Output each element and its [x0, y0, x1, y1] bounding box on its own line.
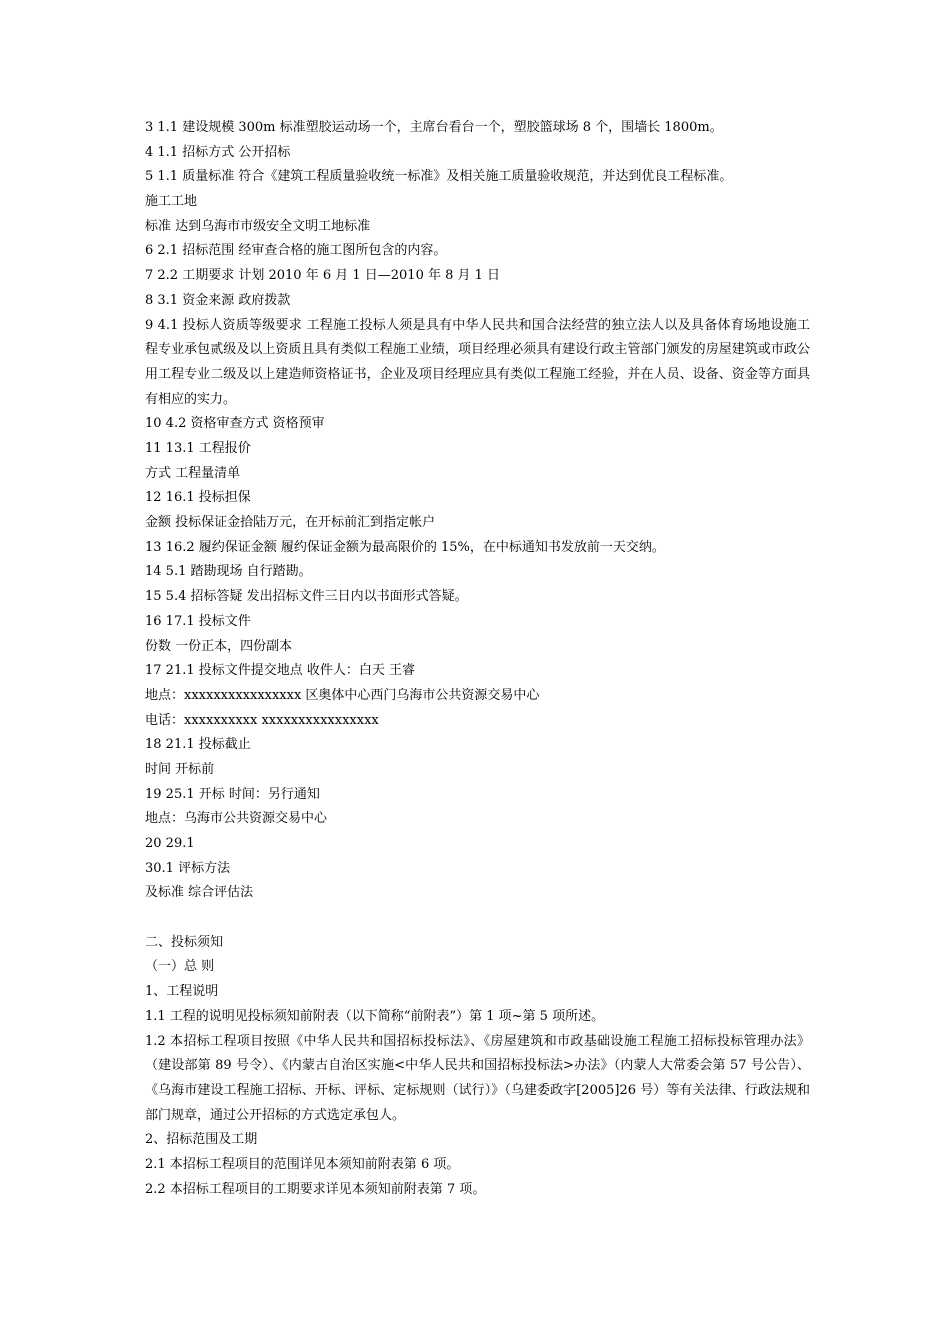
table-line-18: 18 21.1 投标截止 — [145, 737, 251, 753]
item1-1: 1.1 工程的说明见投标须知前附表（以下简称“前附表”）第 1 项~第 5 项所述。 — [145, 1008, 605, 1024]
table-line-3: 3 1.1 建设规模 300m 标准塑胶运动场一个，主席台看台一个，塑胶篮球场 8 个，围墙长 1800m。 — [145, 120, 723, 135]
table-line-15: 15 5.4 招标答疑 发出招标文件三日内以书面形式答疑。 — [145, 589, 468, 605]
table-line-16-cont: 份数 一份正本，四份副本 — [145, 638, 293, 654]
item2-2: 2.2 本招标工程项目的工期要求详见本须知前附表第 7 项。 — [145, 1181, 486, 1197]
item2-1: 2.1 本招标工程项目的范围详见本须知前附表第 6 项。 — [145, 1157, 460, 1172]
table-line-7: 7 2.2 工期要求 计划 2010 年 6 月 1 日—2010 年 8 月 1 日 — [145, 268, 501, 284]
table-line-11: 11 13.1 工程报价 — [145, 441, 251, 456]
table-line-11-cont: 方式 工程量清单 — [145, 465, 241, 481]
table-line-5: 5 1.1 质量标准 符合《建筑工程质量验收统一标准》及相关施工质量验收规范，并达到优良工程标准。 — [145, 169, 733, 185]
table-line-10: 10 4.2 资格审查方式 资格预审 — [145, 416, 325, 432]
table-line-12: 12 16.1 投标担保 — [145, 490, 251, 506]
table-line-5-cont-b: 标准 达到乌海市市级安全文明工地标准 — [145, 218, 371, 234]
item1-2-paragraph: 1.2 本招标工程项目按照《中华人民共和国招标投标法》、《房屋建筑和市政基础设施工程施工招标投标管理办法》（建设部第 89 号令）、《内蒙古自治区实施<中华人民共和国招标投标法>办法》（内蒙人大常委会第 57 号公告）、《乌海市建设工程施工招标、开标、评标、定标规则（试行）》（乌建委政字[2005]26 号）等有关法律、行政法规和部门规章，通过公开招标的方式选定承包人。 — [145, 1033, 810, 1123]
table-line-20-cont-a: 30.1 评标方法 — [145, 860, 231, 876]
table-line-14: 14 5.1 踏勘现场 自行踏勘。 — [145, 564, 312, 580]
table-line-12-cont: 金额 投标保证金拾陆万元，在开标前汇到指定帐户 — [145, 515, 436, 531]
table-line-17-phone: 电话：xxxxxxxxxx xxxxxxxxxxxxxxxx — [145, 712, 379, 728]
table-line-19: 19 25.1 开标 时间：另行通知 — [145, 786, 320, 802]
item1-title: 1、工程说明 — [145, 984, 219, 1000]
item2-title: 2、招标范围及工期 — [145, 1132, 258, 1148]
table-line-16: 16 17.1 投标文件 — [145, 613, 251, 629]
section-title: 二、投标须知 — [145, 934, 224, 950]
table-line-20: 20 29.1 — [145, 836, 195, 851]
table-line-17: 17 21.1 投标文件提交地点 收件人：白天 王睿 — [145, 663, 416, 679]
qualification-paragraph: 9 4.1 投标人资质等级要求 工程施工投标人须是具有中华人民共和国合法经营的独立法人以及具备体育场地设施工程专业承包贰级及以上资质且具有类似工程施工业绩，项目经理必须具有建设行政主管部门颁发的房屋建筑或市政公用工程专业二级及以上建造师资格证书，企业及项目经理应具有类似工程施工经验，并在人员、设备、资金等方面具有相应的实力。 — [145, 317, 810, 407]
document-page — [145, 116, 810, 1202]
table-line-4: 4 1.1 招标方式 公开招标 — [145, 144, 291, 160]
table-line-18-cont: 时间 开标前 — [145, 761, 215, 777]
table-line-8: 8 3.1 资金来源 政府拨款 — [145, 292, 291, 308]
section-spacer — [145, 906, 810, 931]
table-line-13: 13 16.2 履约保证金额 履约保证金额为最高限价的 15%，在中标通知书发放前一天交纳。 — [145, 539, 665, 555]
table-line-5-cont-a: 施工工地 — [145, 194, 198, 210]
table-line-20-cont-b: 及标准 综合评估法 — [145, 885, 254, 901]
table-line-19-cont: 地点：乌海市公共资源交易中心 — [145, 811, 328, 827]
subsection-title: （一）总 则 — [145, 959, 215, 975]
table-line-17-address: 地点：xxxxxxxxxxxxxxxx 区奥体中心西门乌海市公共资源交易中心 — [145, 687, 540, 703]
table-line-6: 6 2.1 招标范围 经审查合格的施工图所包含的内容。 — [145, 243, 447, 259]
